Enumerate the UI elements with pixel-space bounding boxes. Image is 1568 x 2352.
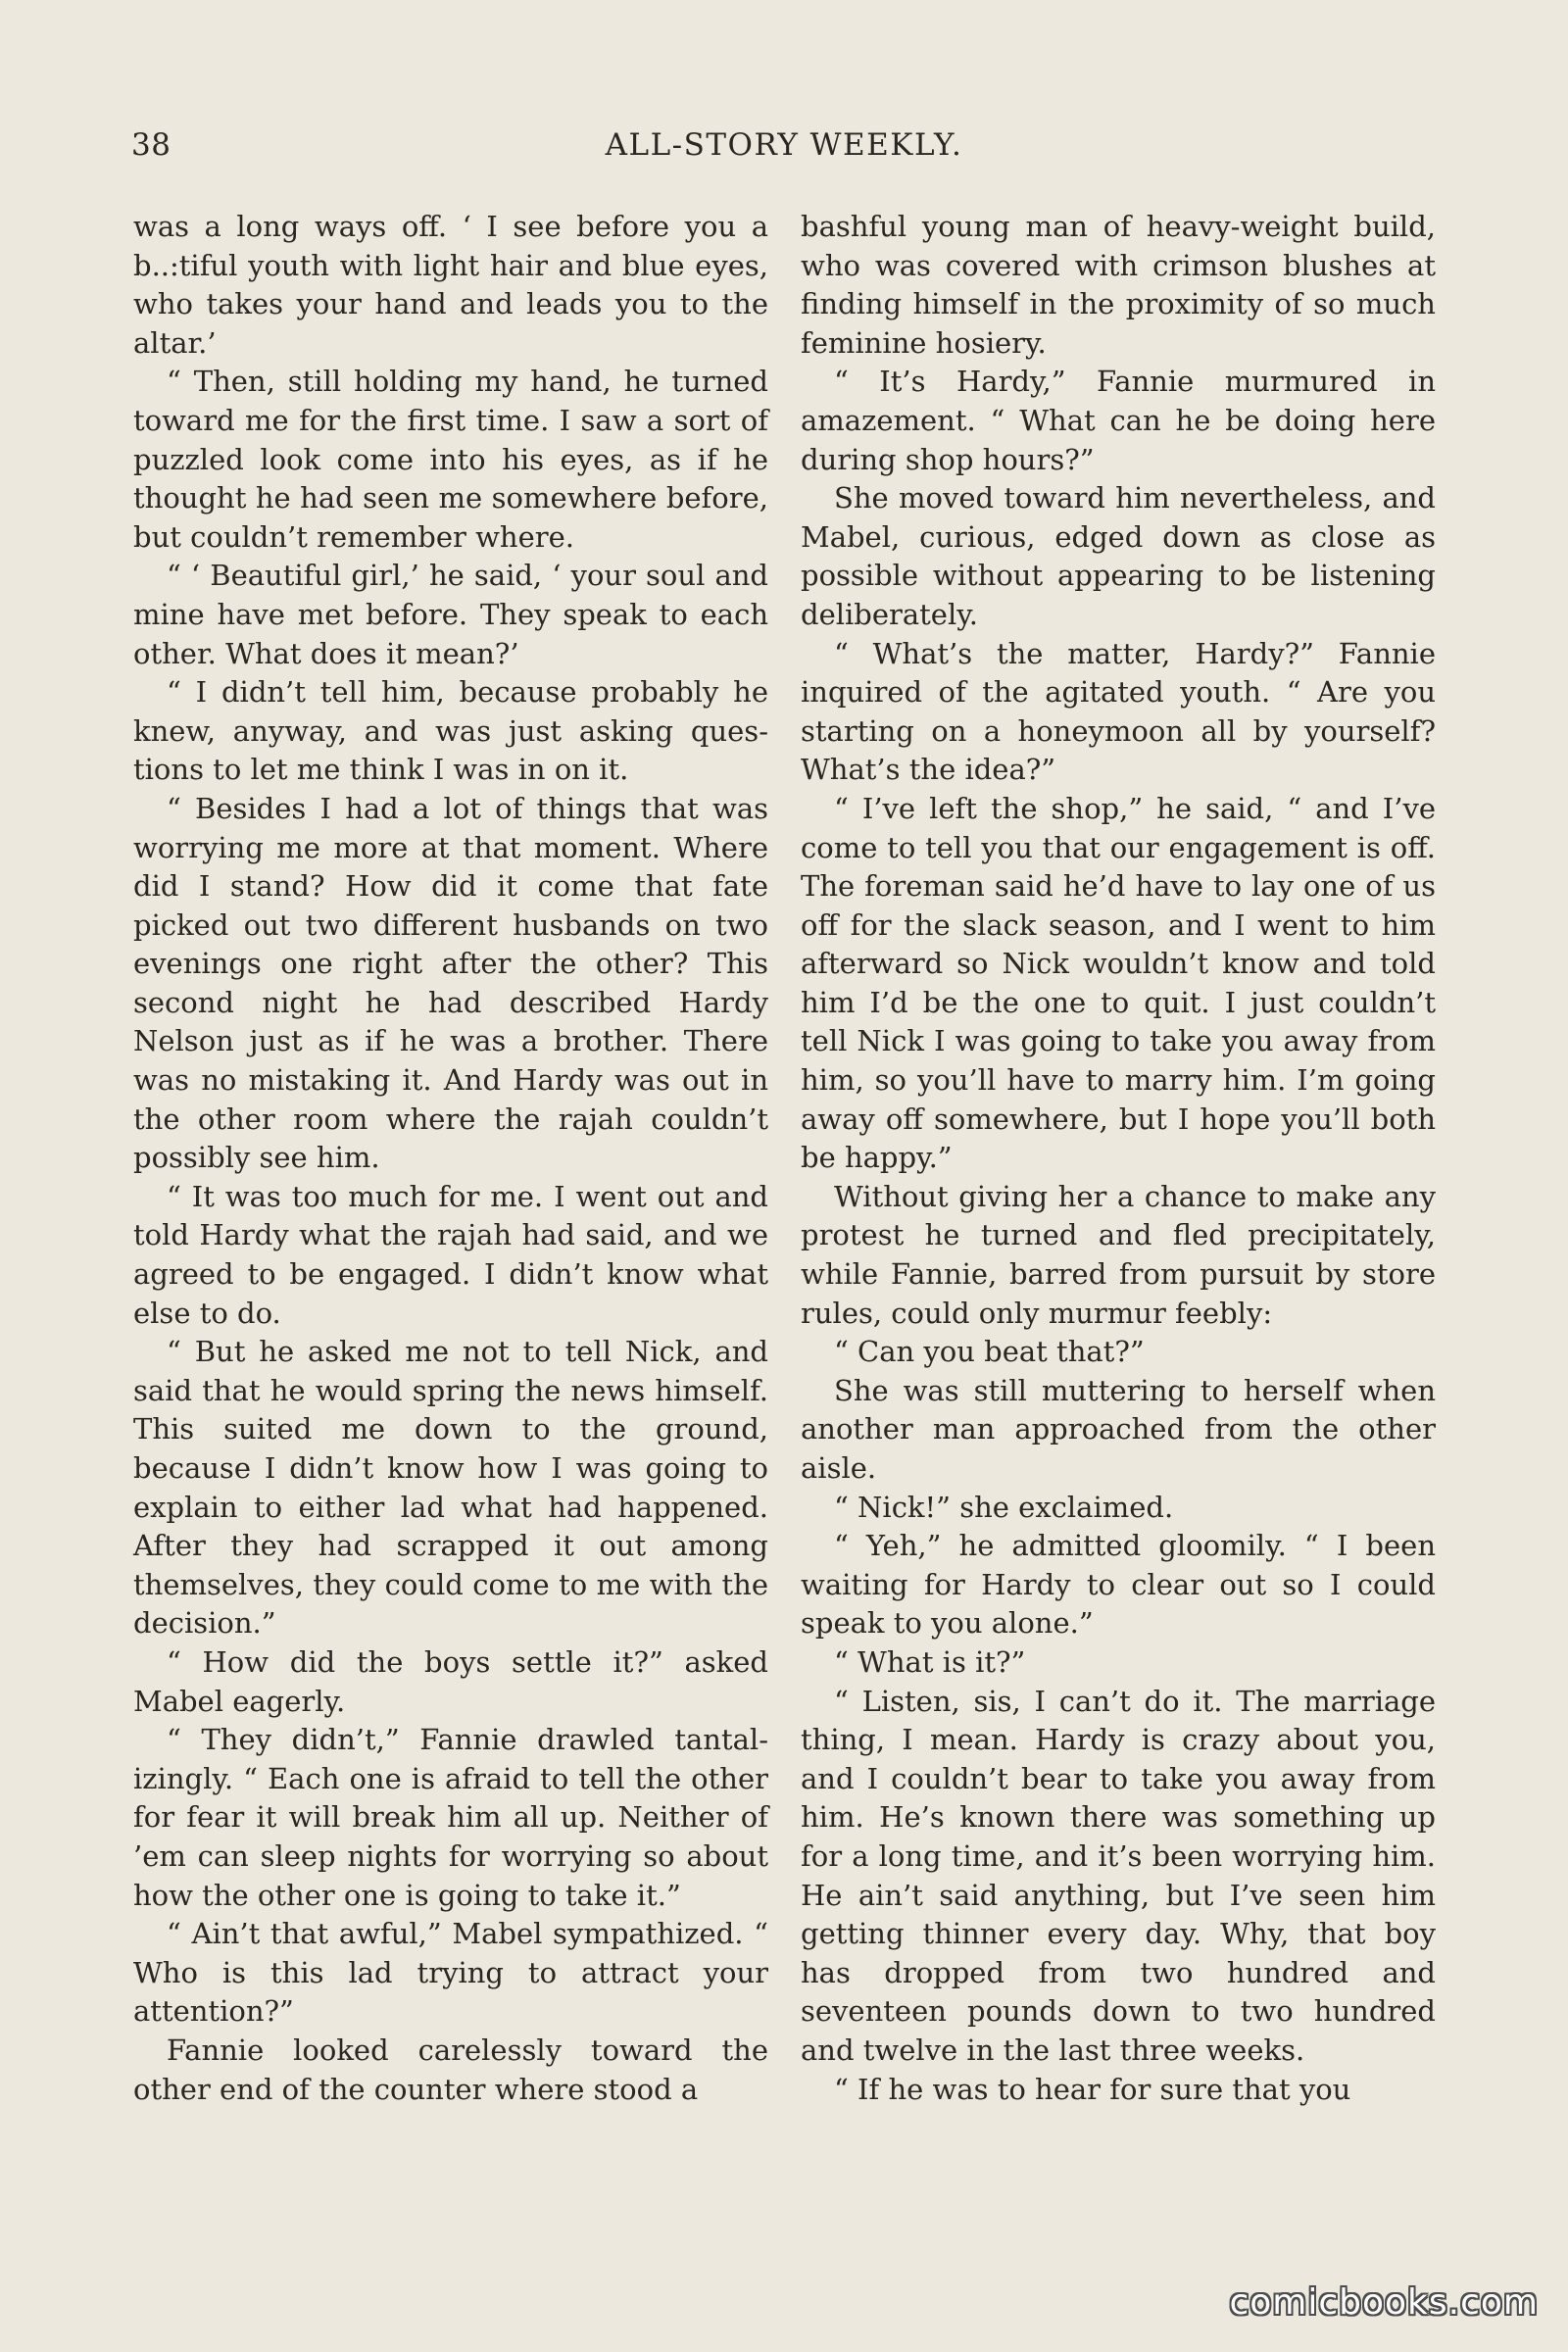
paragraph: “ They didn’t,” Fannie drawled tantalizingly. “ Each one is afraid to tell the other for fear it will break him all up. Neither of ’em can sleep nights for worrying so about how the other one is going to take it.” <box>133 1723 768 1912</box>
paragraph: Fannie looked carelessly toward the other end of the counter where stood a <box>133 2033 768 2106</box>
paragraph: “ I didn’t tell him, because probably he knew, anyway, and was just asking questions to let me think I was in on it. <box>133 675 768 787</box>
paragraph: “ ‘ Beautiful girl,’ he said, ‘ your soul and mine have met before. They speak to each other. What does it mean?’ <box>133 559 768 670</box>
paragraph: “ What’s the matter, Hardy?” Fannie inquired of the agitated youth. “ Are you starting on a honeymoon all by yourself? What’s the idea?” <box>801 636 1436 787</box>
paragraph: “ If he was to hear for sure that you <box>834 2072 1351 2106</box>
paragraph: “ Besides I had a lot of things that was worrying me more at that moment. Where did I stand? How did it come that fate picked out two different husbands on two evenings one right after the other? This second night he had described Hardy Nelson just as if he was a brother. There was no mistaking it. And Hardy was out in the other room where the rajah couldn’t possibly see him. <box>133 791 768 1175</box>
paragraph: “ How did the boys settle it?” asked Mabel eagerly. <box>133 1644 768 1718</box>
paragraph: “ Listen, sis, I can’t do it. The marriage thing, I mean. Hardy is crazy about you, and I couldn’t bear to take you away from him. He’s known there was something up for a long time, and it’s been worrying him. He ain’t said anything, but I’ve seen him getting thinner every day. Why, that boy has dropped from two hundred and seventeen pounds down to two hundred and twelve in the last three weeks. <box>801 1684 1436 2067</box>
paragraph: “ Yeh,” he admitted gloomily. “ I been waiting for Hardy to clear out so I could speak to you alone.” <box>801 1529 1436 1641</box>
paragraph: “ Can you beat that?” <box>834 1335 1145 1369</box>
paragraph: “ What is it?” <box>834 1644 1026 1679</box>
right-column <box>801 208 1436 2109</box>
paragraph: “ It’s Hardy,” Fannie murmured in amazement. “ What can he be doing here during shop hours?” <box>801 365 1436 476</box>
paragraph: “ But he asked me not to tell Nick, and said that he would spring the news himself. This suited me down to the ground, because I didn’t know how I was going to explain to either lad what had happened. After they had scrapped it out among themselves, they could come to me with the decision.” <box>133 1335 768 1641</box>
page-number: 38 <box>131 127 172 163</box>
paragraph: “ It was too much for me. I went out and told Hardy what the rajah had said, and we agreed to be engaged. I didn’t know what else to do. <box>133 1179 768 1330</box>
paragraph: was a long ways off. ‘ I see before you a b..:tiful youth with light hair and blue eyes, who takes your hand and leads you to the altar.’ <box>133 210 768 360</box>
paragraph: Without giving her a chance to make any protest he turned and fled precipitately, while Fannie, barred from pursuit by store rules, could only murmur feebly: <box>801 1179 1436 1330</box>
paragraph: “ I’ve left the shop,” he said, “ and I’ve come to tell you that our engagement is off. The foreman said he’d have to lay one of us off for the slack season, and I went to him afterward so Nick wouldn’t know and told him I’d be the one to quit. I just couldn’t tell Nick I was going to take you away from him, so you’ll have to marry him. I’m going away off somewhere, but I hope you’ll both be happy.” <box>801 791 1436 1175</box>
paragraph: She was still muttering to herself when another man approached from the other aisle. <box>801 1373 1436 1485</box>
running-head: ALL-STORY WEEKLY. <box>605 127 963 163</box>
paragraph: She moved toward him nevertheless, and Mabel, curious, edged down as close as possible without appearing to be listening deliberately. <box>801 481 1436 631</box>
paragraph: “ Ain’t that awful,” Mabel sympathized. “ Who is this lad trying to attract your attention?” <box>133 1917 768 2029</box>
paragraph: bashful young man of heavy-weight build, who was covered with crimson blushes at finding himself in the proximity of so much feminine hosiery. <box>801 210 1436 360</box>
paragraph: “ Then, still holding my hand, he turned toward me for the first time. I saw a sort of puzzled look come into his eyes, as if he thought he had seen me somewhere before, but couldn’t remember where. <box>133 365 768 554</box>
paragraph: “ Nick!” she exclaimed. <box>834 1490 1174 1524</box>
left-column <box>133 208 768 2109</box>
watermark: comicbooks.com <box>1229 2282 1539 2323</box>
